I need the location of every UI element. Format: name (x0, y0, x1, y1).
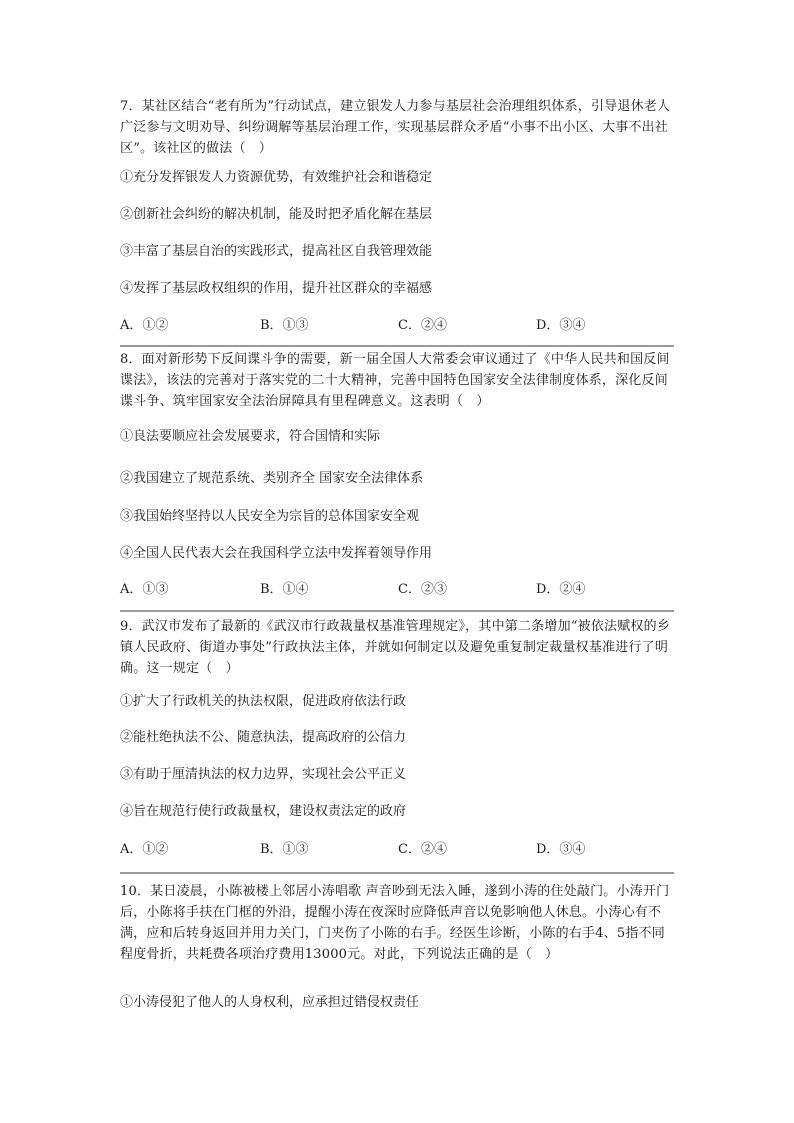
divider (120, 610, 674, 612)
question-8 (120, 349, 675, 412)
choice-c[interactable]: C．②③ (398, 582, 447, 597)
answer-choices (120, 840, 675, 860)
question-9 (120, 616, 675, 679)
question-10 (120, 881, 675, 965)
choice-c[interactable]: C．②④ (398, 318, 447, 333)
choice-a[interactable]: A．①③ (120, 582, 169, 597)
option-2: ②我国建立了规范系统、类别齐全 国家安全法律体系 (120, 471, 424, 486)
choice-d[interactable]: D．②④ (536, 582, 586, 597)
divider (120, 872, 674, 874)
option-2: ②能杜绝执法不公、随意执法，提高政府的公信力 (120, 730, 407, 745)
option-4: ④发挥了基层政权组织的作用，提升社区群众的幸福感 (120, 281, 433, 296)
answer-choices (120, 316, 675, 336)
option-3: ③丰富了基层自治的实践形式，提高社区自我管理效能 (120, 244, 433, 259)
choice-a[interactable]: A．①② (120, 842, 169, 857)
choice-b[interactable]: B．①③ (260, 842, 309, 857)
choice-d[interactable]: D．③④ (536, 318, 586, 333)
choice-c[interactable]: C．②④ (398, 842, 447, 857)
question-7 (120, 96, 675, 159)
choice-a[interactable]: A．①② (120, 318, 169, 333)
option-3: ③我国始终坚持以人民安全为宗旨的总体国家安全观 (120, 509, 420, 524)
choice-d[interactable]: D．③④ (536, 842, 586, 857)
answer-choices (120, 580, 675, 600)
option-1: ①良法要顺应社会发展要求，符合国情和实际 (120, 429, 381, 444)
choice-b[interactable]: B．①③ (260, 318, 309, 333)
question-stem: 10．某日凌晨，小陈被楼上邻居小涛唱歌 声音吵到无法入睡，遂到小涛的住处敲门。小涛开门后，小陈将手扶在门框的外沿，提醒小涛在夜深时应降低声音以免影响他人休息。小涛心有不满，应和后转身返回并用力关门，门夹伤了小陈的右手。经医生诊断，小陈的右手4、5指不同程度骨折，共耗费各项治疗费用13000元。对此，下列说法正确的是（ ） (120, 884, 670, 962)
option-4: ④旨在规范行使行政裁量权，建设权责法定的政府 (120, 804, 407, 819)
option-1: ①扩大了行政机关的执法权限，促进政府依法行政 (120, 694, 407, 709)
question-stem: 7．某社区结合“老有所为”行动试点，建立银发人力参与基层社会治理组织体系，引导退休老人广泛参与文明劝导、纠纷调解等基层治理工作，实现基层群众矛盾“小事不出小区、大事不出社区”。该社区的做法（ ） (120, 99, 671, 156)
option-1: ①小涛侵犯了他人的人身权利，应承担过错侵权责任 (120, 995, 420, 1010)
option-4: ④全国人民代表大会在我国科学立法中发挥着领导作用 (120, 546, 433, 561)
question-stem: 8．面对新形势下反间谍斗争的需要，新一届全国人大常委会审议通过了《中华人民共和国反间谍法》，该法的完善对于落实党的二十大精神，完善中国特色国家安全法律制度体系，深化反间谍斗争、筑牢国家安全法治屏障具有里程碑意义。这表明（ ） (120, 352, 670, 409)
question-stem: 9．武汉市发布了最新的《武汉市行政裁量权基准管理规定》，其中第二条增加“被依法赋权的乡镇人民政府、街道办事处”行政执法主体，并就如何制定以及避免重复制定裁量权基准进行了明确。这一规定（ ） (120, 619, 671, 676)
option-3: ③有助于厘清执法的权力边界，实现社会公平正义 (120, 767, 407, 782)
divider (120, 345, 674, 347)
option-1: ①充分发挥银发人力资源优势，有效维护社会和谐稳定 (120, 170, 433, 185)
choice-b[interactable]: B．①④ (260, 582, 309, 597)
option-2: ②创新社会纠纷的解决机制，能及时把矛盾化解在基层 (120, 207, 433, 222)
